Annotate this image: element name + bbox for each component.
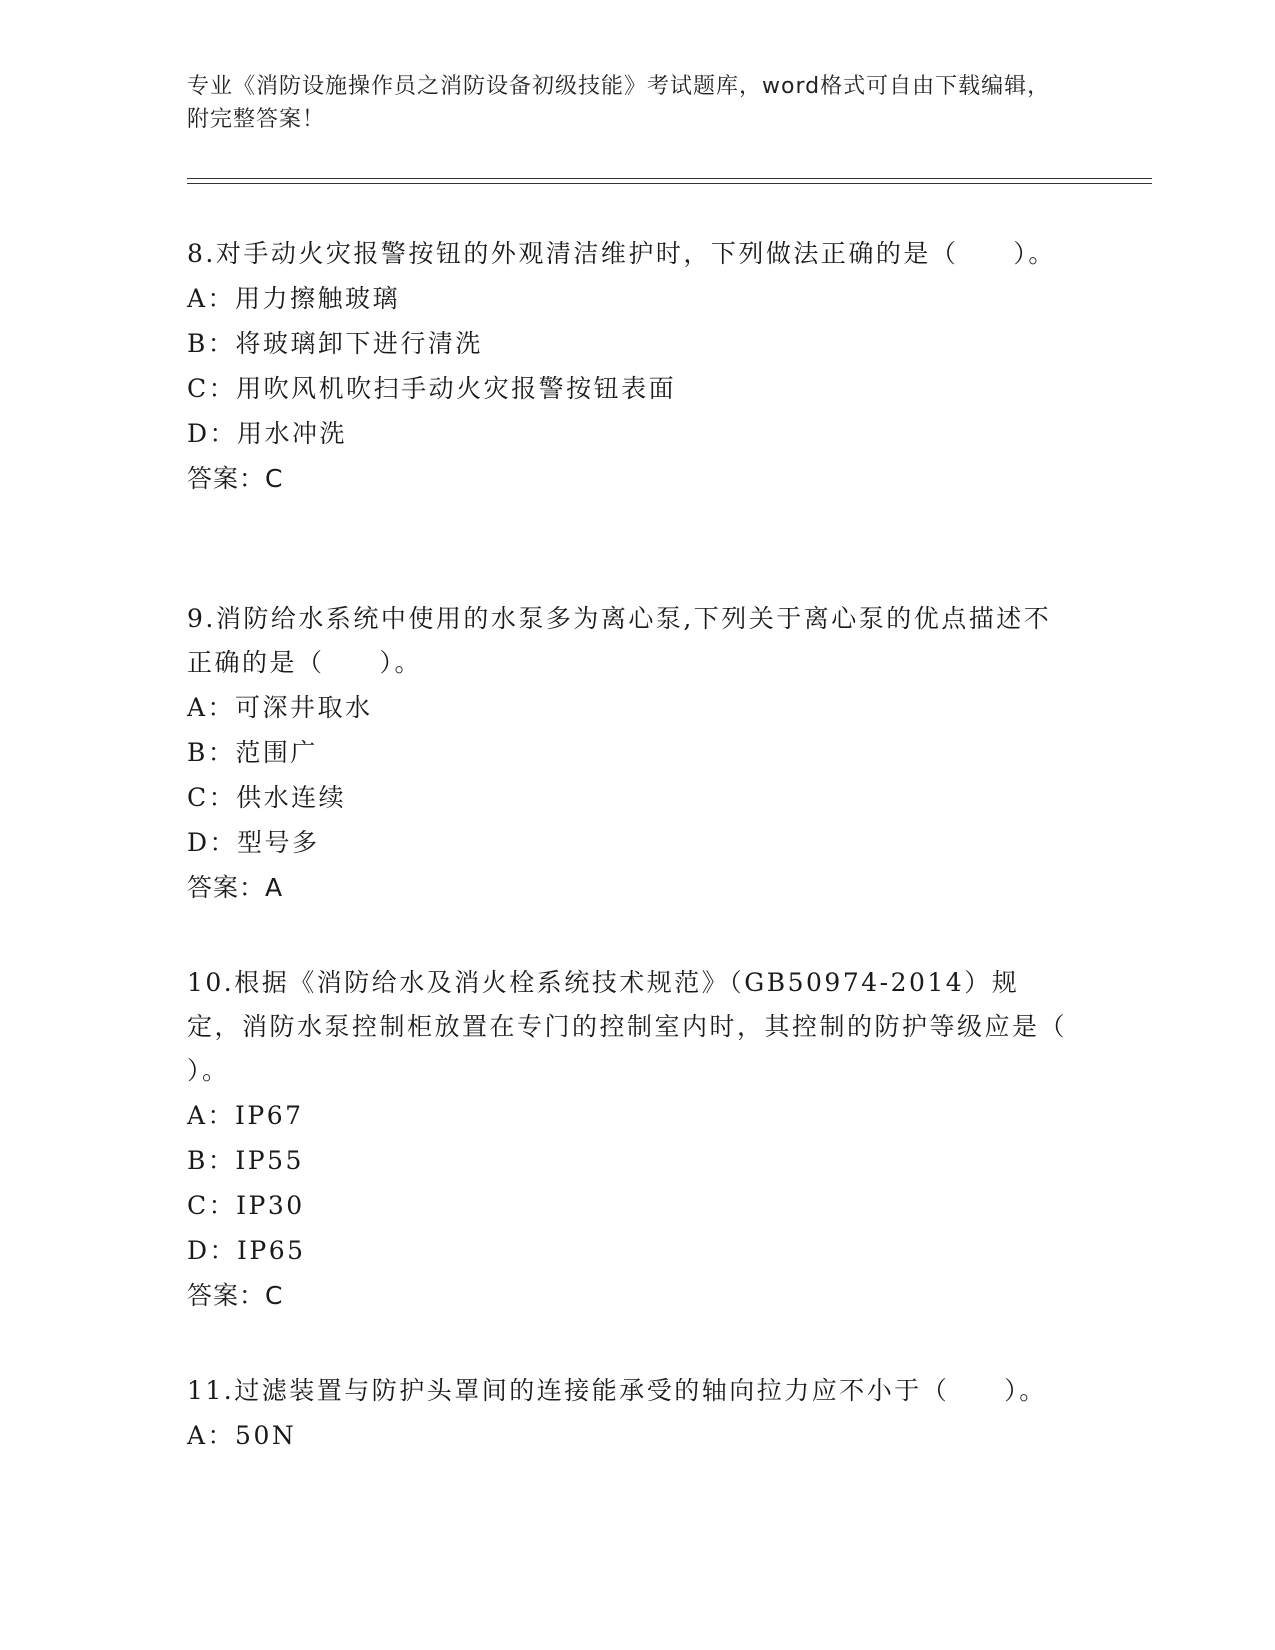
answer: 答案：C xyxy=(187,1281,284,1310)
header-divider-bottom xyxy=(187,183,1152,184)
option-b: B：范围广 xyxy=(187,738,318,767)
question-10 xyxy=(187,961,1123,1318)
answer: 答案：A xyxy=(187,873,284,902)
question-stem: 10.根据《消防给水及消火栓系统技术规范》（GB50974-2014）规定，消防水泵控制柜放置在专门的控制室内时，其控制的防护等级应是（ ）。 xyxy=(187,968,1123,1085)
question-9 xyxy=(187,597,1067,910)
option-a: A：IP67 xyxy=(187,1101,304,1130)
answer: 答案：C xyxy=(187,464,284,493)
question-11 xyxy=(187,1369,1067,1458)
option-c: C：用吹风机吹扫手动火灾报警按钮表面 xyxy=(187,374,677,403)
question-stem: 8.对手动火灾报警按钮的外观清洁维护时，下列做法正确的是（ ）。 xyxy=(187,239,1056,268)
option-b: B：将玻璃卸下进行清洗 xyxy=(187,329,483,358)
option-d: D：型号多 xyxy=(187,828,320,857)
option-d: D：IP65 xyxy=(187,1236,306,1265)
option-a: A：可深井取水 xyxy=(187,693,373,722)
option-b: B：IP55 xyxy=(187,1146,304,1175)
option-a: A：用力擦触玻璃 xyxy=(187,284,401,313)
header-divider-top xyxy=(187,178,1152,179)
document-header: 专业《消防设施操作员之消防设备初级技能》考试题库，word格式可自由下载编辑，附完整答案！ xyxy=(187,74,1051,132)
option-a: A：50N xyxy=(187,1421,297,1450)
question-stem: 9.消防给水系统中使用的水泵多为离心泵,下列关于离心泵的优点描述不正确的是（ ）。 xyxy=(187,604,1052,677)
question-8 xyxy=(187,232,1067,501)
option-d: D：用水冲洗 xyxy=(187,419,348,448)
option-c: C：IP30 xyxy=(187,1191,305,1220)
question-stem: 11.过滤装置与防护头罩间的连接能承受的轴向拉力应不小于（ ）。 xyxy=(187,1376,1047,1405)
option-c: C：供水连续 xyxy=(187,783,347,812)
